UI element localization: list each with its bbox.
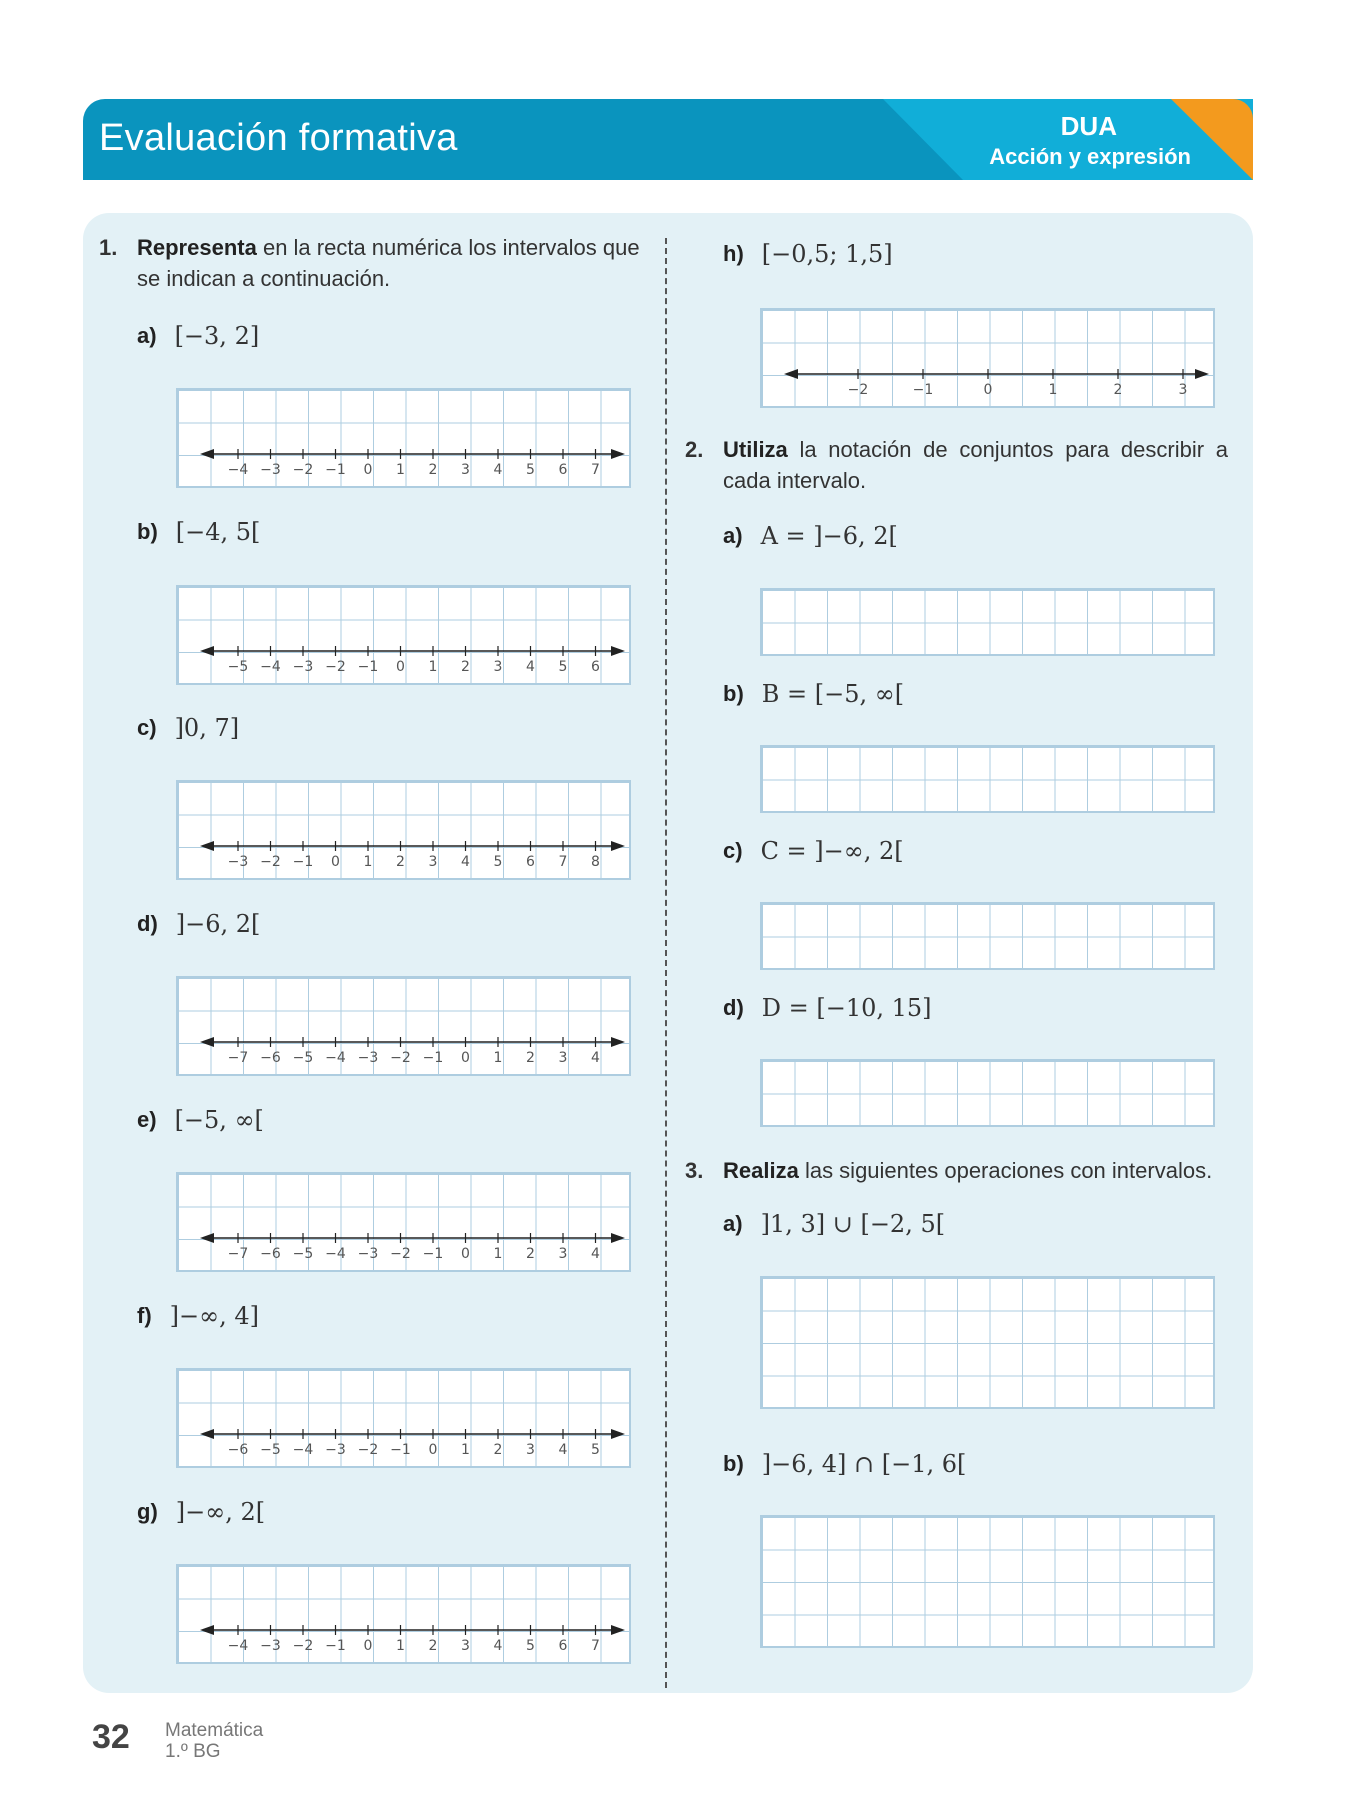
tick-label: 2 (428, 462, 438, 478)
tick-label: 1 (396, 1638, 405, 1654)
number-line-grid-1c[interactable] (176, 780, 631, 880)
arrow-left-icon (784, 369, 798, 379)
tick-label: −1 (422, 1050, 444, 1066)
item-letter: d) (137, 911, 158, 936)
footer-subject (165, 1720, 263, 1762)
tick-label: 1 (363, 854, 373, 870)
tick-label: 0 (428, 1442, 438, 1458)
question-text: las siguientes operaciones con intervalos. (798, 1158, 1213, 1183)
tick-label: 0 (363, 1638, 373, 1654)
tick-label: 3 (1178, 382, 1188, 398)
tick-label: −7 (227, 1050, 249, 1066)
tick-label: −3 (227, 854, 249, 870)
tick-label: 3 (461, 1638, 470, 1654)
arrow-right-icon (611, 1625, 625, 1635)
tick-label: 0 (461, 1050, 470, 1066)
number-line-1c (178, 782, 629, 878)
item-1c-label (137, 714, 239, 742)
interval-expression: ]−∞, 2[ (175, 1498, 266, 1526)
number-line-1e (178, 1174, 629, 1270)
item-letter: h) (723, 241, 744, 266)
tick-label: 8 (591, 854, 600, 870)
question-2 (685, 434, 1228, 496)
subject-name: Matemática (165, 1720, 264, 1741)
tick-label: 2 (1113, 382, 1123, 398)
tick-label: −7 (227, 1246, 249, 1262)
number-line-1b (178, 587, 629, 683)
tick-label: 1 (396, 462, 405, 478)
tick-label: 2 (396, 854, 405, 870)
tick-label: −2 (260, 854, 281, 870)
question-number: 3. (685, 1158, 704, 1183)
tick-label: 2 (428, 1638, 438, 1654)
item-letter: b) (723, 1451, 744, 1476)
arrow-right-icon (611, 1037, 625, 1047)
item-1b-label (137, 518, 260, 546)
tick-label: −2 (390, 1246, 411, 1262)
tick-label: 3 (461, 462, 470, 478)
tick-label: 5 (558, 659, 568, 675)
set-expression: A = ]−6, 2[ (760, 522, 898, 550)
tick-label: 1 (428, 659, 438, 675)
interval-expression: [−5, ∞[ (174, 1106, 264, 1134)
answer-grid-2d[interactable] (760, 1059, 1215, 1127)
tick-label: 3 (558, 1246, 568, 1262)
item-1f-label (137, 1302, 259, 1330)
tick-label: 0 (363, 462, 373, 478)
item-letter: e) (137, 1107, 157, 1132)
arrow-left-icon (200, 449, 214, 459)
tick-label: −3 (325, 1442, 346, 1458)
tick-label: 6 (558, 462, 568, 478)
arrow-right-icon (611, 1233, 625, 1243)
item-letter: a) (137, 323, 157, 348)
item-letter: a) (723, 1211, 743, 1236)
number-line-grid-1h[interactable] (760, 308, 1215, 408)
arrow-right-icon (1195, 369, 1209, 379)
tick-label: −1 (325, 462, 346, 478)
interval-expression: [−0,5; 1,5] (761, 240, 893, 268)
tick-label: −4 (292, 1442, 314, 1458)
tick-label: −1 (292, 854, 314, 870)
number-line-grid-1g[interactable] (176, 1564, 631, 1664)
tick-label: 4 (591, 1050, 600, 1066)
item-2c-label (723, 837, 904, 865)
tick-label: −4 (260, 659, 281, 675)
tick-label: 6 (558, 1638, 568, 1654)
tick-label: 4 (493, 462, 503, 478)
tick-label: −2 (325, 659, 346, 675)
tick-label: 4 (558, 1442, 568, 1458)
tick-label: 5 (526, 462, 535, 478)
arrow-left-icon (200, 1429, 214, 1439)
tick-label: −4 (227, 1638, 249, 1654)
question-1 (99, 232, 657, 294)
arrow-right-icon (611, 1429, 625, 1439)
item-1h-label (723, 240, 893, 268)
tick-label: −3 (260, 1638, 281, 1654)
item-letter: f) (137, 1303, 152, 1328)
answer-grid-2a[interactable] (760, 588, 1215, 656)
section-header (83, 99, 1253, 180)
tick-label: 1 (493, 1246, 503, 1262)
tick-label: −5 (292, 1246, 314, 1262)
arrow-left-icon (200, 646, 214, 656)
interval-expression: [−4, 5[ (175, 518, 261, 546)
tick-label: −5 (227, 659, 249, 675)
tick-label: 2 (526, 1246, 535, 1262)
number-line-1a (178, 390, 629, 486)
tick-label: 5 (493, 854, 503, 870)
arrow-right-icon (611, 646, 625, 656)
question-verb: Utiliza (723, 437, 788, 462)
tick-label: −2 (390, 1050, 411, 1066)
tick-label: 4 (526, 659, 535, 675)
tick-label: −3 (292, 659, 314, 675)
tick-label: −3 (357, 1050, 379, 1066)
item-2b-label (723, 680, 904, 708)
tick-label: 2 (461, 659, 470, 675)
tick-label: −6 (260, 1050, 281, 1066)
item-1a-label (137, 322, 259, 350)
arrow-right-icon (611, 841, 625, 851)
item-letter: b) (723, 681, 744, 706)
answer-grid-2c[interactable] (760, 902, 1215, 970)
section-title: Evaluación formativa (99, 117, 458, 159)
item-1e-label (137, 1106, 264, 1134)
tick-label: 3 (428, 854, 438, 870)
number-line-grid-1a[interactable] (176, 388, 631, 488)
tick-label: 0 (983, 382, 993, 398)
item-2a-label (723, 522, 898, 550)
tick-label: 5 (591, 1442, 600, 1458)
tick-label: 0 (396, 659, 405, 675)
tick-label: −1 (422, 1246, 444, 1262)
tick-label: 1 (1048, 382, 1058, 398)
item-letter: g) (137, 1499, 158, 1524)
tick-label: −1 (325, 1638, 346, 1654)
tick-label: −5 (260, 1442, 281, 1458)
tick-label: 6 (526, 854, 535, 870)
tick-label: −1 (390, 1442, 411, 1458)
question-verb: Realiza (723, 1158, 799, 1183)
page-number: 32 (92, 1718, 130, 1756)
item-1d-label (137, 910, 260, 938)
number-line-1g (178, 1566, 629, 1662)
arrow-left-icon (200, 1233, 214, 1243)
tick-label: −2 (292, 1638, 314, 1654)
item-3b-label (723, 1450, 966, 1478)
question-number: 1. (99, 235, 118, 260)
dua-title: DUA (1060, 111, 1117, 141)
tick-label: 3 (558, 1050, 568, 1066)
item-3a-label (723, 1210, 945, 1238)
tick-label: −3 (260, 462, 281, 478)
tick-label: −2 (357, 1442, 379, 1458)
operation-expression: ]−6, 4] ∩ [−1, 6[ (761, 1450, 967, 1478)
grade-label: 1.º BG (165, 1741, 221, 1762)
arrow-left-icon (200, 1625, 214, 1635)
tick-label: 2 (493, 1442, 503, 1458)
tick-label: −3 (357, 1246, 379, 1262)
item-letter: c) (723, 838, 743, 863)
question-3 (685, 1155, 1243, 1186)
item-letter: b) (137, 519, 158, 544)
tick-label: 3 (526, 1442, 535, 1458)
number-line-1d (178, 978, 629, 1074)
answer-grid-2b[interactable] (760, 745, 1215, 813)
set-expression: D = [−10, 15] (761, 994, 932, 1022)
tick-label: 7 (558, 854, 568, 870)
tick-label: 3 (493, 659, 503, 675)
interval-expression: ]0, 7] (174, 714, 240, 742)
tick-label: 0 (331, 854, 340, 870)
number-line-1h (762, 310, 1213, 406)
item-letter: a) (723, 523, 743, 548)
column-divider (665, 238, 667, 1688)
tick-label: −5 (292, 1050, 314, 1066)
tick-label: 1 (461, 1442, 470, 1458)
tick-label: 7 (591, 462, 600, 478)
number-line-grid-1d[interactable] (176, 976, 631, 1076)
tick-label: −2 (292, 462, 314, 478)
tick-label: 4 (461, 854, 470, 870)
arrow-right-icon (611, 449, 625, 459)
question-verb: Representa (137, 235, 257, 260)
tick-label: 4 (493, 1638, 503, 1654)
item-1g-label (137, 1498, 265, 1526)
answer-grid-3a[interactable] (760, 1276, 1215, 1409)
number-line-grid-1f[interactable] (176, 1368, 631, 1468)
tick-label: 1 (493, 1050, 503, 1066)
interval-expression: ]−∞, 4] (169, 1302, 260, 1330)
question-text: la notación de conjuntos para describir a cada intervalo. (723, 437, 1228, 493)
set-expression: B = [−5, ∞[ (761, 680, 905, 708)
question-number: 2. (685, 437, 704, 462)
item-letter: c) (137, 715, 157, 740)
tick-label: 6 (591, 659, 600, 675)
interval-expression: [−3, 2] (174, 322, 260, 350)
item-2d-label (723, 994, 932, 1022)
arrow-left-icon (200, 1037, 214, 1047)
tick-label: −1 (357, 659, 379, 675)
tick-label: −1 (912, 382, 934, 398)
dua-subtitle: Acción y expresión (989, 144, 1191, 169)
tick-label: 4 (591, 1246, 600, 1262)
number-line-grid-1e[interactable] (176, 1172, 631, 1272)
tick-label: 5 (526, 1638, 535, 1654)
set-expression: C = ]−∞, 2[ (760, 837, 904, 865)
tick-label: −6 (260, 1246, 281, 1262)
answer-grid-3b[interactable] (760, 1515, 1215, 1648)
tick-label: 7 (591, 1638, 600, 1654)
item-letter: d) (723, 995, 744, 1020)
number-line-1f (178, 1370, 629, 1466)
interval-expression: ]−6, 2[ (175, 910, 261, 938)
tick-label: 0 (461, 1246, 470, 1262)
question-text: en la recta numérica los intervalos que se indican a continuación. (137, 235, 640, 291)
tick-label: −4 (325, 1246, 346, 1262)
number-line-grid-1b[interactable] (176, 585, 631, 685)
tick-label: −2 (847, 382, 869, 398)
arrow-left-icon (200, 841, 214, 851)
tick-label: 2 (526, 1050, 535, 1066)
tick-label: −6 (227, 1442, 249, 1458)
tick-label: −4 (227, 462, 249, 478)
tick-label: −4 (325, 1050, 346, 1066)
operation-expression: ]1, 3] ∪ [−2, 5[ (760, 1210, 946, 1238)
